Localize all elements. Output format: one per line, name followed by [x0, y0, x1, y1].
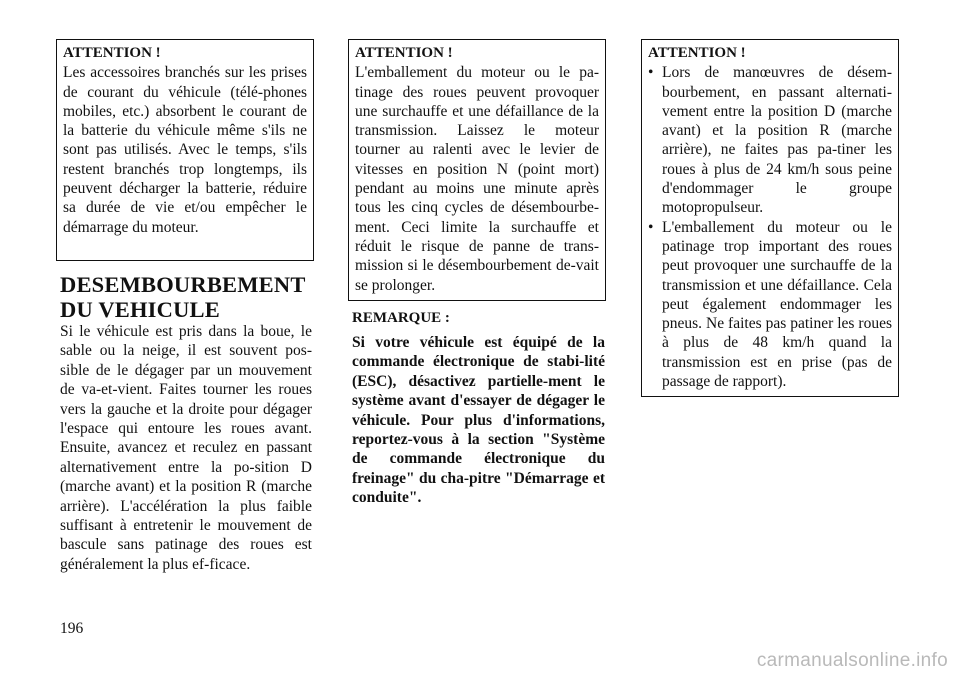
page-number: 196: [60, 620, 84, 637]
warning-box-accessories: [56, 39, 314, 261]
warning-text: L'emballement du moteur ou le pa-tinage des roues peuvent provoquer une surchauffe et une défaillance de la transmission. Laissez le moteur tourner au ralenti avec le levier de vitesses en position N (point mort) pendant au moins une minute après tous les cinq cycles de désembourbe-ment. Ceci limite la surchauffe et réduit le risque de panne de trans-mission si le désembourbement de-vait se prolonger.: [355, 64, 599, 294]
section-title-line1: DESEMBOURBEMENT: [60, 272, 306, 297]
warning-bullet-list: [648, 63, 892, 391]
warning-bullet-item: • L'emballement du moteur ou le patinage trop important des roues peut provoquer une surchauffe de la transmission et une défaillance. Cela peut également endommager les pneus. Ne faites pas patiner les roues à plus de 48 km/h quand la transmission est en prise (pas de passage de rapport).: [648, 218, 892, 392]
watermark: carmanualsonline.info: [756, 650, 948, 671]
note-label: REMARQUE :: [352, 310, 450, 326]
warning-box-bullets: [641, 39, 899, 397]
warning-box-transmission: [348, 39, 606, 301]
warning-text: Les accessoires branchés sur les prises de courant du véhicule (télé-phones mobiles, etc.) absorbent le courant de la batterie du véhicule même s'ils ne sont pas utilisés. Avec le temps, s'ils restent branchés trop longtemps, ils peuvent décharger la batterie, réduire sa durée de vie et/ou empêcher le démarrage du moteur.: [63, 64, 307, 236]
note-text: Si votre véhicule est équipé de la commande électronique de stabi-lité (ESC), désactivez partielle-ment le système avant d'essayer de dégager le véhicule. Pour plus d'informations, reportez-vous à la section "Système de commande électronique du freinage" du cha-pitre "Démarrage et conduite".: [352, 334, 605, 507]
warning-bullet-item: • Lors de manœuvres de désem-bourbement, en passant alternati-vement entre la position D (marche avant) et la position R (marche arrière), ne faites pas pa-tiner les roues à plus de 24 km/h sous peine d'endommager le groupe motopropulseur.: [648, 63, 892, 217]
warning-heading: ATTENTION !: [355, 45, 453, 61]
section-title-line2: DU VEHICULE: [60, 297, 220, 322]
warning-heading: ATTENTION !: [648, 45, 746, 61]
section-body-text: Si le véhicule est pris dans la boue, le sable ou la neige, il est souvent pos-sible de le dégager par un mouvement de va-et-vient. Faites tourner les roues vers la gauche et la droite pour dégager l'espace qui entoure les roues avant. Ensuite, avancez et reculez en passant alternativement entre la po-sition D (marche avant) et la position R (marche arrière). L'accélération la plus faible suffisant à entretenir le mouvement de bascule sans patinage des roues est généralement la plus ef-ficace.: [60, 323, 312, 573]
warning-heading: ATTENTION !: [63, 45, 161, 61]
